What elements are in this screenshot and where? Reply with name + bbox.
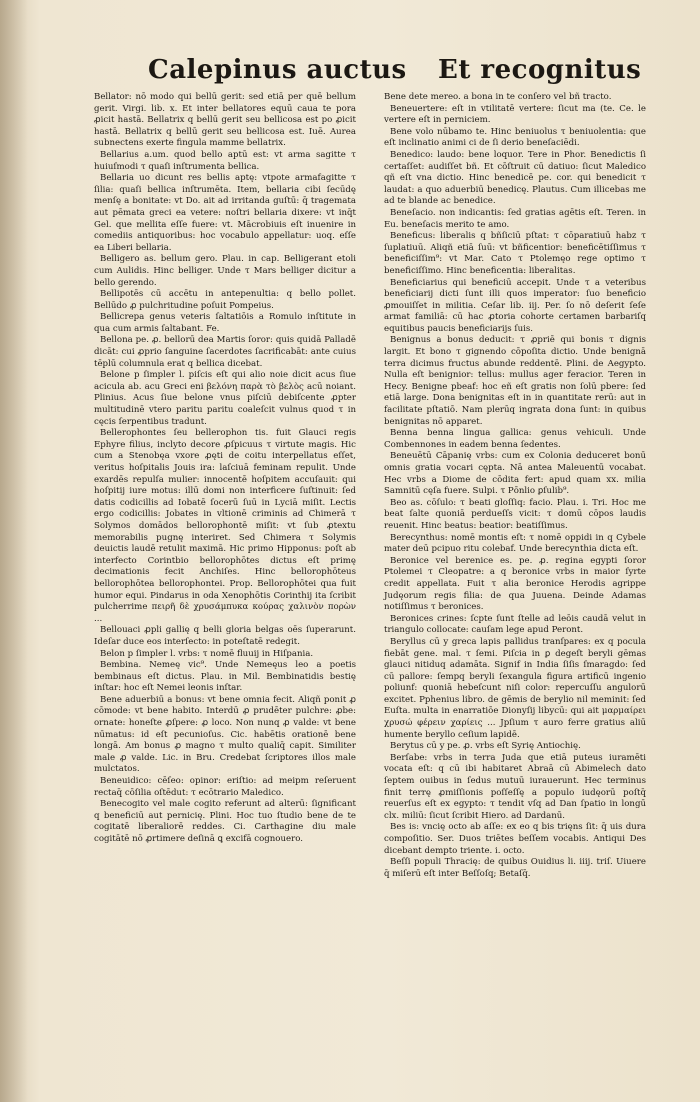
dictionary-entry: Belone p ſimpler l. piſcis eſt qui alio noie dicit acus ſiue acicula ab. acu Greci eni βελόνη παρὰ τὸ βελὸς acū noiant. Plinius. Acus ſiue belone vnus piſciū debiſcente ꝓpter multitudinē vtero paritu paritu coaleſcit vulnus quod τ in cęcis ſerpentibus tradunt. xyxy=(94,370,356,427)
dictionary-entry: Berſabe: vrbs in terra Juda que etiā puteus iuramēti vocata eſt: q cū ibi habitaret Abraā cū Abimelech dato ſeptem ouibus in ſedus mutuū iurauerunt. Hec terminus finit terrę ꝓmiſſionis poſſeſſę a populo iudęorū poſtq̄ reuerſus eſt ex egypto: τ tendit vſq ad Dan ſpatio in longū clx. miliū: ſicut ſcribit Hiero. ad Dardanū. xyxy=(384,752,646,821)
dictionary-entry: Bellarius a.um. quod bello aptū est: vt arma sagitte τ huiuſmodi τ quaſi inſtrumenta bellica. xyxy=(94,149,356,172)
dictionary-entry: Bellator: nō modo qui bellū gerit: sed etiā per quē bellum gerit. Virgi. lib. x. Et inter bellatores equū caua te pora ꝓicit hastā. Bellatrix q bellū gerit seu bellicosa est po ꝓicit hastā. Bellatrix q bellū gerit seu bellicosa est. Iuē. Aurea subnectens exerte fingula mamme bellatrix. xyxy=(94,92,356,149)
dictionary-entry: Belon p ſimpler l. vrbs: τ nomē fluuij in Hiſpania. xyxy=(100,648,314,659)
dictionary-entry: Bellouaci ꝓpli gallię q belli gloria belgas oēs ſuperarunt. Ideſar duce eos interſecto: in poteſtatē redegit. xyxy=(94,625,356,647)
dictionary-entry: Beo as. cōſulo: τ beati gloſſiq: facio. Plau. i. Tri. Hoc me beat ſalte quoniā perdueſſs vicit: τ domū cōpos laudis reuenit. Hinc beatus: beatior: beatiſſimus. xyxy=(384,497,646,531)
page-gutter-shadow xyxy=(0,0,28,1102)
dictionary-entry: Berytus cū y pe. ꝓ. vrbs eſt Syrię Antiochię. xyxy=(390,741,581,752)
dictionary-entry: Bellona pe. ꝓ. bellorū dea Martis ſoror: quis quidā Palladē dicāt: cui ꝓprio ſanguine ſacerdotes ſacrificabāt: ante cuius tēplū columnula erat q bellica dicebat. xyxy=(94,335,356,369)
running-heading-right: Et recognitus xyxy=(438,55,642,85)
dictionary-entry: Bene aduerbiū a bonus: vt bene omnia fecit. Aliqñ ponit ꝓ cōmode: vt bene habito. Interdū ꝓ prudēter pulchre: ꝓbe: ornate: honeſte ꝓſpere: ꝓ loco. Non nunq ꝓ valde: vt bene nūmatus: id eſt pecunioſus. Cic. habētis orationē bene longā. Am bonus ꝓ magno τ multo qualiq̄ capit. Similiter male ꝓ valde. Lic. in Bru. Credebat ſcriptores illos male mulctatos. xyxy=(94,694,356,775)
dictionary-entry: Bellipotēs cū accētu in antepenultia: q bello pollet. Bellūdo ꝓ pulchritudine poſuit Pompeius. xyxy=(94,289,356,311)
left-text-column xyxy=(94,92,356,846)
dictionary-entry: Beneficus: liberalis q bñſiciū pſtat: τ cōparatiuū habz τ ſuplatiuū. Aliqñ etiā ſuū: vt bñficentior: beneficētiſſimus τ beneficiſſim⁹: vt Mar. Cato τ Ptolemęo rege optimo τ beneficiſſimo. Hinc beneficentia: liberalitas. xyxy=(384,231,646,276)
dictionary-entry: Bes is: vncię octo ab aſſe: ex eo q bis trięns ſit: q̄ uis dura compoſitio. Ser. Duos triētes beſſem vocabis. Antiqui Des dicebant dempto triente. i. octo. xyxy=(384,822,646,856)
dictionary-entry: Beſſi populi Thracię: de quibus Ouidius li. iiij. triſ. Uiuere q̄ miſerū eſt inter Beſſoſq; Betaſq̄. xyxy=(384,857,646,879)
dictionary-entry: Bene volo nūbamo te. Hinc beniuolus τ beniuolentia: que eſt inclinatio animi ci de ſi derio beneſaciēdi. xyxy=(384,126,646,149)
dictionary-entry: Beneficiarius qui beneficiū accepit. Unde τ a veteribus beneficiarij dicti ſunt illi quos imperator: ſuo beneficio ꝓmouiſſet in militia. Ceſar lib. iij. Per. ſo nō deſerit ſeſe armat familiā: cū hac ꝓtoria cohorte certamen barbariſq equitibus paucis beneficiarijs ſuis. xyxy=(384,277,646,334)
dictionary-entry: Beryllus cū y greca lapis pallidus tranſpares: ex q pocula fiebāt gene. mal. τ ſemi. Piſcia in ꝑ degeſt beryli gēmas glauci nitiduq adamāta. Signif in India ſiſis ſmaragdo: ſed cū pallore: ſempq beryli ſexangula figura artificū ingenio poliunf: quoniā hebeſcunt niſi color: repercuſſu angulorū excitet. Pphenius libro. de gēmis de berylio nil meminit: ſed Euſta. multa in enarratiōe Dionyſij libycū: qui ait μαρμαίρει χρυσώ φέρειν χαρίεις ... Jpſium τ auro ferre gratius aliū humente beryllo ceſium lapidē. xyxy=(384,636,646,740)
dictionary-entry: Bene dete mereo. a bona in te conſero vel bñ tracto. xyxy=(384,92,612,102)
dictionary-entry: Bellaria uo dicunt res bellis aptę: vtpote armafagitte τ ſilia: quaſi bellica inſtrumēta. Item, bellaria cibi ſecūdę menſę a bonitate: vt Do. ait ad irritanda guſtū: q̄ tragemata aut pēmata greci ea vetere: noſtri bellaria dixere: vt inq̄t Gel. que mellita eſſe fuere: vt. Mācrobiuis eſt inuenire in comediis antiquoribus: hoc vocabulo appellatur: uoq. eſſe ea Liberi bellaria. xyxy=(94,173,356,253)
dictionary-entry: Bellicrepa genus veteris ſaltatiōis a Romulo inſtitute in qua cum armis ſaltabant. Fe. xyxy=(94,312,356,334)
dictionary-entry: Berecynthus: nomē montis eſt: τ nomē oppidi in q Cybele mater deū pcipuo ritu colebaf. Unde berecynthia dicta eſt. xyxy=(384,532,646,555)
dictionary-entry: Benedico: laudo: bene loquor. Tere in Phor. Benedictis ſi certaſſet: audiſſet bñ. Et cōſtruit cū datiuo: ſicut Maledico qñ eſt vna dictio. Hinc benedicē pe. cor. qui benedicit τ laudat: a quo aduerbiū benedicę. Plautus. Cum illicebas me ad te blande ac benedice. xyxy=(384,149,646,207)
dictionary-entry: Bellerophontes ſeu bellerophon tis. fuit Glauci regis Ephyre filius, inclyto decore ꝓſpicuus τ virtute magis. Hic cum a Stenobęa vxore ꝓęti de coitu interpellatus eſſet, veritus hoſpitalis Jouis ira: laſciuā feminam repulit. Unde exardēs repulſa mulier: innocentē hoſpitem accuſauit: qui hoſpitij iure motus: illū domi non interficere ſuſtinuit: ſed datis codicillis ad Iobatē ſocerū ſuū in Lyciā miſit. Lectis ergo codicillis: Jobates in vltionē criminis ad Chimerā τ Solymos domādos bellorophontē miſit: vt ſub ꝓtextu memorabilis pugnę interiret. Sed Chimera τ Solymis deuictis laudē retulit maximā. Hic primo Hipponus: poſt ab interfecto Corintbio bellorophōtes dictus eſt primę decimationis fecit Anchiſes. Hinc bellorophōteus bellorophōtea bellorophontei. Prop. Bellorophōtei qua fuit humor equi. Pindarus in oda Xenophōtis Corinthij ita ſcribit pulcherrime πειρῆ δὲ χρυσάμπυκα κούρας χαλινὸν πορὼν ... xyxy=(94,428,356,624)
dictionary-entry: Beronice vel berenice es. pe. ꝓ. regina egypti ſoror Ptolemei τ Cleopatre: a q beronice vrbs in maior ſyrte credit appellata. Fuit τ alia beronice Herodis agrippe Judęorum regis filia: de qua Juuena. Deinde Adamas notiſſimus τ beronices. xyxy=(384,555,646,613)
dictionary-entry: Beneuertere: eſt in vtilitatē vertere: ſicut ma (te. Ce. le vertere eſt in perniciem. xyxy=(384,103,646,126)
dictionary-entry: Bembina. Nemeę vic⁹. Unde Nemeęus leo a poetis bembinaus eſt dictus. Plau. in Mil. Bembinatidis bestię inſtar: hoc eſt Nemei leonis inſtar. xyxy=(94,660,356,694)
dictionary-entry: Belligero as. bellum gero. Plau. in cap. Belligerant etoli cum Aulidis. Hinc belliger. Unde τ Mars belliger dicitur a bello gerendo. xyxy=(94,254,356,288)
right-text-column xyxy=(384,92,646,880)
dictionary-entry: Benecogito vel male cogito referunt ad alterū: ſignificant q beneficiū aut pernicię. Plini. Hoc tuo ſtudio bene de te cogitatē liberaliorē reddes. Ci. Carthagine diu male cogitātē nō ꝓrtimere deſinā ꝗ excifā cognouero. xyxy=(94,799,356,844)
dictionary-entry: Beneſacio. non indicantis: ſed gratias agētis eſt. Teren. in Eu. beneſacis merito te amo. xyxy=(384,207,646,230)
dictionary-entry: Benignus a bonus deducit: τ ꝓpriē qui bonis τ dignis largit. Et bono τ gignendo cōpoſita dictio. Unde benignā terra dicimus fructus abunde reddentē. Plini. de Aegypto. Nulla eſt benignior: tellus: mullus ager feracior. Teren in Hecy. Benigne pbeaf: hoc eñ eſt gratis non ſolū pbere: ſed etiā large. Dona benignitas eſt in in quantitate rerū: aut in facilitate pſtatiō. Nam plerūq ingrata dona ſunt: in quibus benignitas nō apparet. xyxy=(384,335,646,427)
dictionary-entry: Beronices crines: ſcpte ſunt ſtelle ad leōis caudā velut in triangulo collocate: cauſam lege apud Peront. xyxy=(384,613,646,636)
running-heading-left: Calepinus auctus xyxy=(148,55,407,85)
dictionary-entry: Benna benna lingua gallica: genus vehiculi. Unde Combennones in eadem benna ſedentes. xyxy=(384,428,646,450)
dictionary-entry: Beneuētū Cāpanię vrbs: cum ex Colonia deduceret bonū omnis gratia vocari cępta. Nā antea Maleuentū vocabat. Hec vrbs a Diome de cōdita fert: apud quam xx. milia Samnitū cęſa fuere. Sulpi. τ Pōnlio ꝑſulib⁹. xyxy=(384,451,646,497)
dictionary-entry: Beneuidico: cēſeo: opinor: eriſtio: ad meipm reſeruent rectaq̄ cōſilia oſtēdut: τ ecōtrario Maledico. xyxy=(94,776,356,798)
